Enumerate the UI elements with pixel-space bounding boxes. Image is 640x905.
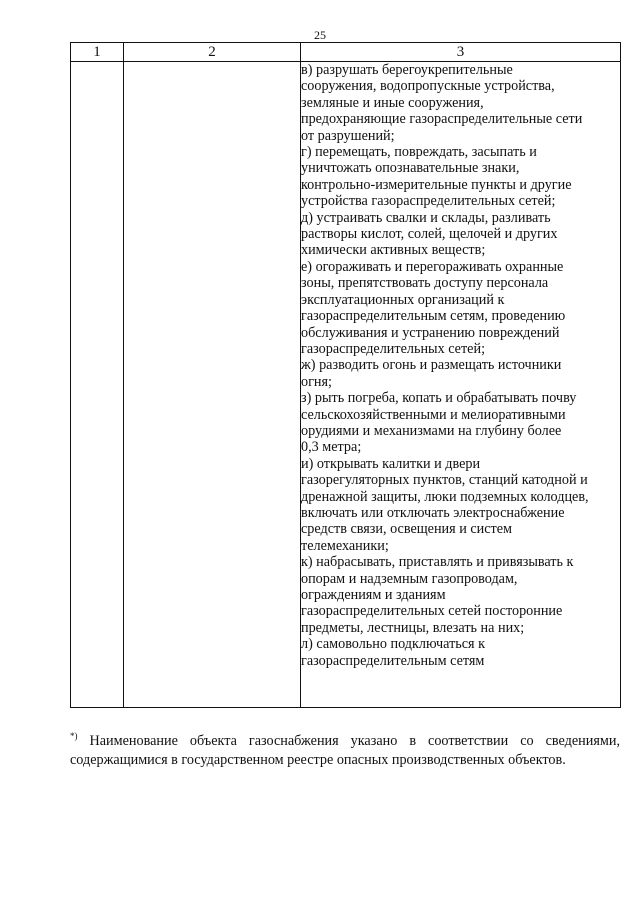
text-line: средств связи, освещения и систем bbox=[301, 521, 513, 538]
text-line: химически активных веществ; bbox=[301, 242, 486, 259]
text-line: включать или отключать электроснабжение bbox=[301, 504, 565, 521]
column-header-3: 3 bbox=[301, 43, 621, 62]
text-line: 0,3 метра; bbox=[301, 439, 362, 456]
text-line: газорегуляторных пунктов, станций катодной и bbox=[301, 472, 588, 489]
text-line: газораспределительным сетям bbox=[301, 652, 485, 669]
text-line: з) рыть погреба, копать и обрабатывать почву bbox=[301, 390, 577, 407]
text-line: дренажной защиты, люки подземных колодцев, bbox=[301, 488, 589, 505]
text-line: д) устраивать свалки и склады, разливать bbox=[301, 209, 551, 226]
table-row bbox=[71, 62, 621, 708]
text-line: зоны, препятствовать доступу персонала bbox=[301, 275, 549, 292]
text-line: ж) разводить огонь и размещать источники bbox=[301, 357, 562, 374]
footnote-text: Наименование объекта газоснабжения указано в соответствии со сведениями, содержащимися в государственном реестре опасных производственных объектов. bbox=[70, 733, 620, 768]
text-line: телемеханики; bbox=[301, 537, 389, 554]
page-number: 25 bbox=[314, 28, 326, 42]
text-line: е) огораживать и перегораживать охранные bbox=[301, 258, 564, 275]
text-line: опорам и надземным газопроводам, bbox=[301, 570, 518, 587]
text-line: растворы кислот, солей, щелочей и других bbox=[301, 226, 558, 243]
text-line: и) открывать калитки и двери bbox=[301, 455, 481, 472]
text-line: огня; bbox=[301, 373, 332, 390]
text-line: ограждениям и зданиям bbox=[301, 587, 446, 603]
footnote bbox=[70, 727, 620, 770]
text-line: от разрушений; bbox=[301, 127, 395, 144]
text-line: сельскохозяйственными и мелиоративными bbox=[301, 406, 566, 423]
text-line: газораспределительных сетей посторонние bbox=[301, 603, 563, 620]
table-header-row bbox=[71, 43, 621, 62]
text-line: в) разрушать берегоукрепительные bbox=[301, 62, 513, 78]
text-line: газораспределительных сетей; bbox=[301, 340, 486, 357]
text-line: предохраняющие газораспределительные сети bbox=[301, 111, 583, 128]
text-line: газораспределительным сетям, проведению bbox=[301, 308, 566, 325]
text-line: земляные и иные сооружения, bbox=[301, 94, 484, 111]
text-line: эксплуатационных организаций к bbox=[301, 291, 505, 308]
text-line: уничтожать опознавательные знаки, bbox=[301, 160, 520, 177]
text-line: сооружения, водопропускные устройства, bbox=[301, 78, 555, 95]
text-line: к) набрасывать, приставлять и привязывать к bbox=[301, 554, 574, 571]
text-line: г) перемещать, повреждать, засыпать и bbox=[301, 144, 537, 161]
text-line: устройства газораспределительных сетей; bbox=[301, 193, 556, 210]
column-3-cell bbox=[301, 62, 621, 708]
text-line: предметы, лестницы, влезать на них; bbox=[301, 619, 525, 636]
text-line: орудиями и механизмами на глубину более bbox=[301, 422, 562, 439]
text-line: контрольно-измерительные пункты и другие bbox=[301, 176, 572, 193]
column-2-cell bbox=[124, 62, 301, 708]
footnote-marker: *) bbox=[70, 731, 78, 741]
column-header-2: 2 bbox=[124, 43, 301, 62]
column-header-1: 1 bbox=[71, 43, 124, 62]
column-1-cell bbox=[71, 62, 124, 708]
text-line: обслуживания и устранению повреждений bbox=[301, 324, 560, 341]
text-line: л) самовольно подключаться к bbox=[301, 636, 486, 653]
content-table bbox=[70, 42, 621, 708]
